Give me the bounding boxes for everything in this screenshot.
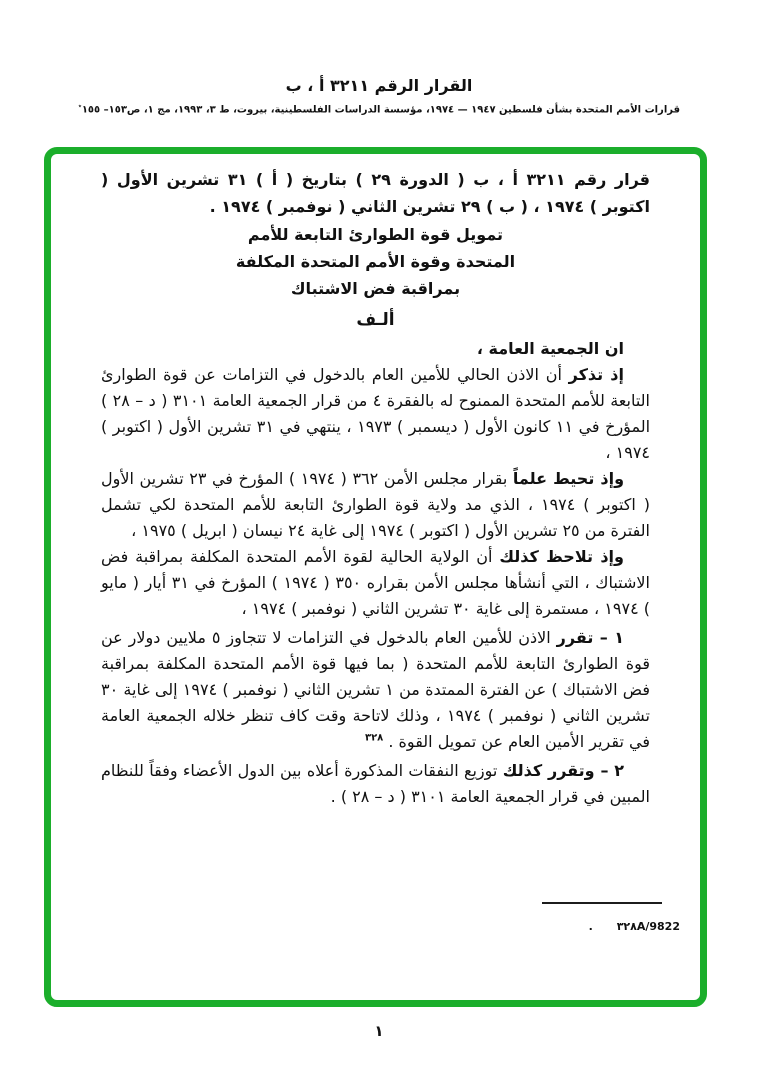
preamble-paragraph-3 [101,544,650,622]
preamble-paragraph-2 [101,466,650,544]
page-number: ١ [374,1022,384,1040]
document-header [0,0,758,115]
resolution-subject [101,221,650,302]
paragraph-lead: وإذ تلاحظ كذلك [499,547,624,566]
paragraph-text: بقرار مجلس الأمن ٣٦٢ ( ١٩٧٤ ) المؤرخ في ٢٣ تشرين الأول ( اكتوبر ) ١٩٧٤ ، الذي مد ولاية قوة الطوارئ التابعة للأمم المتحدة لكي تشمل الفترة من ٢٥ تشرين الأول ( اكتوبر ) ١٩٧٤ إلى غاية ٢٤ نيسان ( ابريل ) ١٩٧٥ ، [101,469,650,540]
paragraph-lead: تقرر [556,628,594,647]
paragraph-lead: وإذ تحيط علماً [512,469,625,488]
footnote-rule [542,902,662,904]
subject-line-3: بمراقبة فض الاشتباك [290,279,461,298]
footnote-symbol: A/9822 . [588,920,680,933]
resolution-heading: قرار رقم ٣٢١١ أ ، ب ( الدورة ٢٩ ) بتاريخ ( أ ) ٣١ تشرين الأول ( اكتوبر ) ١٩٧٤ ، ( ب ) ٢٩ تشرين الثاني ( نوفمبر ) ١٩٧٤ . [101,170,651,216]
paragraph-lead: إذ تذكر [568,365,624,384]
operative-paragraph-2 [101,758,650,810]
source-citation-text: قرارات الأمم المتحدة بشأن فلسطين ١٩٤٧ — ١٩٧٤، مؤسسة الدراسات الفلسطينية، بيروت، ط ٣، ١٩٩٣، مج ١، ص١٥٣– ١٥٥ [81,104,681,116]
subject-line-1: تمويل قوة الطوارئ التابعة للأمم [247,225,504,244]
paragraph-text: توزيع النفقات المذكورة أعلاه بين الدول الأعضاء وفقاً للنظام المبين في قرار الجمعية العامة ٣١٠١ ( د – ٢٨ ) . [101,761,650,806]
paragraph-number: ١ – [593,628,624,647]
footnote-block [480,901,680,933]
footnote-reference: ٣٢٨ [364,732,384,744]
paragraph-text: أن الاذن الحالي للأمين العام بالدخول في التزامات عن قوة الطوارئ التابعة للأمم المتحدة الممنوح له بالفقرة ٤ من قرار الجمعية العامة ٣١٠١ ( د – ٢٨ ) المؤرخ في ١١ كانون الأول ( ديسمبر ) ١٩٧٣ ، ينتهي في ٣١ تشرين الأول ( اكتوبر ) ١٩٧٤ ، [101,365,651,462]
paragraph-text: أن الولاية الحالية لقوة الأمم المتحدة المكلفة بمراقبة فض الاشتباك ، التي أنشأها مجلس الأمن بقراره ٣٥٠ ( ١٩٧٤ ) المؤرخ في ٣١ أيار ( مايو ) ١٩٧٤ ، مستمرة إلى غاية ٣٠ تشرين الثاني ( نوفمبر ) ١٩٧٤ ، [101,547,650,618]
source-footnote-marker: ٭ [77,102,82,110]
footnote-text [480,920,680,933]
paragraph-lead: وتقرر كذلك [502,761,595,780]
paragraph-text: الاذن للأمين العام بالدخول في التزامات لا تتجاوز ٥ ملايين دولار عن قوة الطوارئ التابعة للأمم المتحدة ( بما فيها قوة الأمم المتحدة المكلفة بمراقبة فض الاشتباك ) عن الفترة الممتدة من ١ تشرين الثاني ( نوفمبر ) ١٩٧٤ إلى غاية ٣٠ تشرين الثاني ( نوفمبر ) ١٩٧٤ ، وذلك لاتاحة وقت كاف تنظر خلاله الجمعية العامة في تقرير الأمين العام عن تمويل القوة . [101,628,651,751]
subject-line-2: المتحدة وقوة الأمم المتحدة المكلفة [235,252,516,271]
resolution-number-title: القرار الرقم ٣٢١١ أ ، ب [285,76,473,95]
preamble-intro: ان الجمعية العامة ، [476,339,624,358]
section-label-alef: ألـف [356,310,395,330]
paragraph-number: ٢ – [594,761,625,780]
preamble-paragraph-1 [101,362,650,466]
footnote-number: ٣٢٨ [616,920,637,933]
resolution-frame [44,147,707,1007]
operative-paragraph-1 [101,625,650,755]
source-citation [0,102,758,115]
